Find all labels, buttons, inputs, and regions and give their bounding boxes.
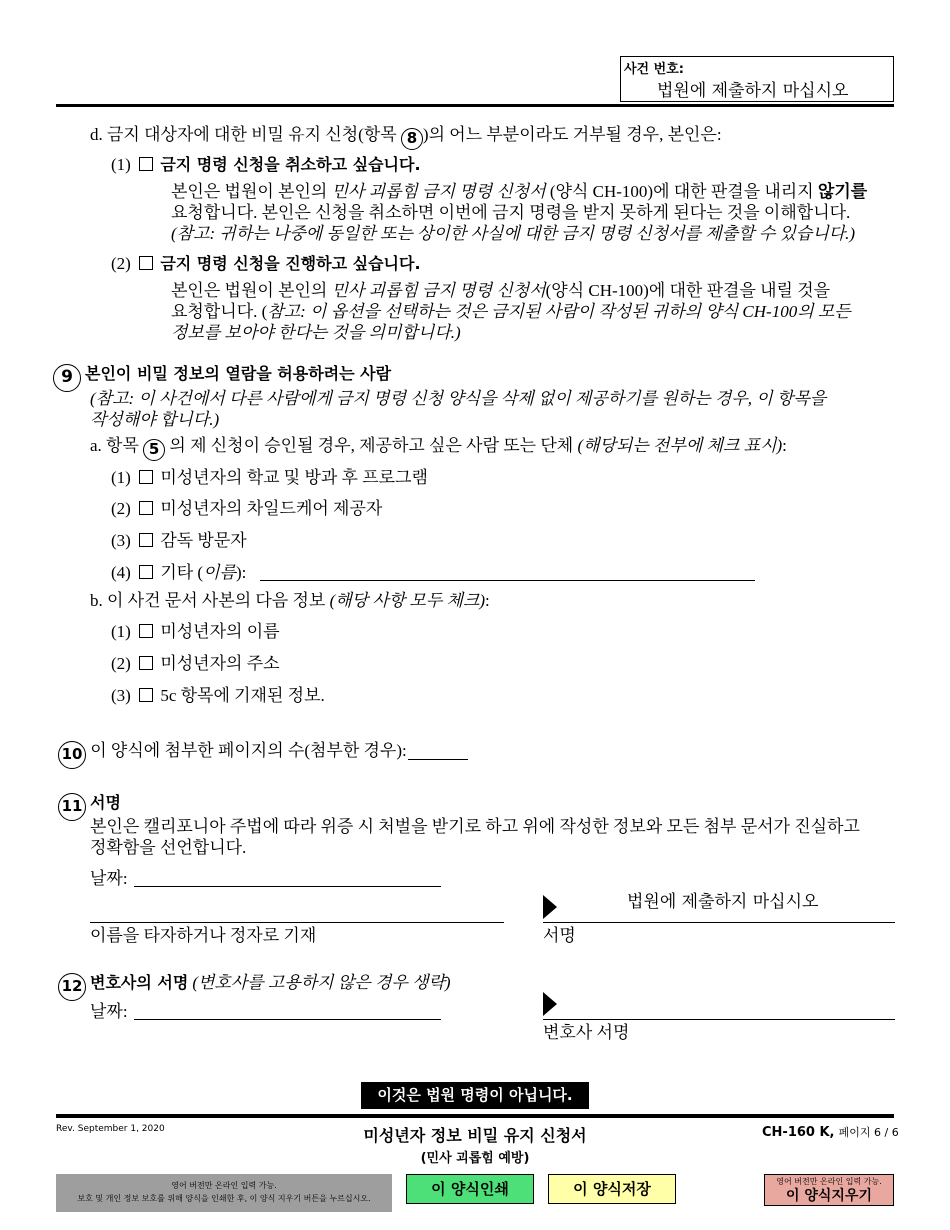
text-span: 민사 괴롭힘 금지 명령 신청서 [331, 182, 546, 201]
recipient-option [111, 530, 247, 551]
item-ref-8: 8 [401, 128, 423, 150]
option-proceed [111, 253, 421, 274]
option-num: (4) [111, 563, 131, 582]
section-9a-intro [90, 435, 787, 461]
text-span: (해당되는 전부에 체크 표시) [577, 436, 783, 455]
text-span: : [782, 436, 787, 455]
option-num: (3) [111, 686, 131, 705]
section-9-note-line1: (참고: 이 사건에서 다른 사람에게 금지 명령 신청 양식을 삭제 없이 제공하기를 원하는 경우, 이 항목을 [90, 389, 827, 408]
revision-date: Rev. September 1, 2020 [56, 1124, 165, 1134]
text-span: 민사 괴롭힘 금지 명령 신청서 [331, 281, 546, 300]
text-span: ): [235, 563, 247, 582]
attorney-signature-arrow-icon [543, 992, 557, 1016]
attorney-signature-caption: 변호사 서명 [543, 1023, 630, 1042]
signature-value: 법원에 제출하지 마십시오 [627, 892, 819, 912]
text-span: (양식 CH-100)에 대한 판결을 내릴 것을 [545, 281, 831, 300]
footer-rule [56, 1114, 894, 1118]
case-number-label: 사건 번호: [624, 62, 684, 77]
option-cancel [111, 154, 421, 175]
section-10 [58, 740, 407, 769]
section-12-title: 변호사의 서명 [90, 973, 189, 992]
text-span: (해당 사항 모두 체크) [329, 591, 486, 610]
section-12-number: 12 [58, 973, 86, 1001]
section-9-number: 9 [53, 364, 81, 392]
header-rule [56, 104, 894, 107]
option-num: (2) [111, 499, 131, 518]
option-proceed-line3: 정보를 보아야 한다는 것을 의미합니다.) [171, 323, 461, 342]
option-cancel-line3: (참고: 귀하는 나중에 동일한 또는 상이한 사실에 대한 금지 명령 신청서를 제출할 수 있습니다.) [171, 224, 856, 243]
section-12-note: (변호사를 고용하지 않은 경우 생략) [192, 973, 451, 992]
option-num: (3) [111, 531, 131, 550]
option-label: 미성년자의 이름 [160, 622, 280, 641]
option-cancel-line1 [171, 181, 867, 202]
info-checkbox[interactable] [139, 624, 153, 638]
info-option [111, 685, 325, 706]
declaration-line2: 정확함을 선언합니다. [90, 838, 247, 857]
option-proceed-title: 금지 명령 신청을 진행하고 싶습니다. [160, 254, 421, 273]
text-span: 참고: 이 옵션을 선택하는 것은 금지된 사람이 작성된 귀하의 양식 CH-100의 모든 [267, 302, 851, 321]
option-num: (1) [111, 468, 131, 487]
attorney-date-label: 날짜: [90, 1002, 128, 1021]
other-name-field[interactable] [260, 580, 755, 581]
text-span: 않기를 [817, 182, 868, 201]
form-id [762, 1124, 899, 1140]
print-form-button[interactable]: 이 양식인쇄 [406, 1174, 534, 1204]
recipient-checkbox[interactable] [139, 533, 153, 547]
option-label: 기타 ( [160, 563, 204, 582]
option-label: 5c 항목에 기재된 정보. [160, 686, 325, 705]
info-option [111, 653, 280, 674]
recipient-checkbox[interactable] [139, 470, 153, 484]
option-proceed-line2 [171, 301, 851, 322]
signature-arrow-icon [543, 895, 557, 919]
text-span: : [485, 591, 490, 610]
option-proceed-line1 [171, 280, 830, 301]
option-num: (1) [111, 622, 131, 641]
clear-button-label: 이 양식지우기 [785, 1188, 873, 1204]
section-10-number: 10 [58, 741, 86, 769]
attorney-signature-field[interactable] [543, 1019, 895, 1020]
text-span: 이름 [203, 563, 236, 582]
not-court-order-banner: 이것은 법원 명령이 아닙니다. [361, 1082, 589, 1109]
printed-name-caption: 이름을 타자하거나 정자로 기재 [90, 926, 317, 945]
recipient-checkbox[interactable] [139, 501, 153, 515]
info-checkbox[interactable] [139, 688, 153, 702]
gray-notice-line1: 영어 버전만 온라인 입력 가능. [171, 1181, 277, 1190]
section-12-header [58, 968, 451, 1001]
item-ref-5: 5 [143, 439, 165, 461]
option-num: (2) [111, 654, 131, 673]
attorney-date-field[interactable] [134, 1019, 441, 1020]
date-field[interactable] [134, 886, 441, 887]
clear-note: 영어 버전만 온라인 입력 가능. [776, 1177, 882, 1186]
text-span: 본인은 법원이 본인의 [171, 182, 332, 201]
section-10-text: 이 양식에 첨부한 페이지의 수(첨부한 경우): [90, 741, 407, 760]
text-span: b. 이 사건 문서 사본의 다음 정보 [90, 591, 330, 610]
option-proceed-num: (2) [111, 254, 131, 273]
option-cancel-checkbox[interactable] [139, 157, 153, 171]
text-span: 요청합니다. ( [171, 302, 268, 321]
signature-field[interactable] [543, 922, 895, 923]
info-checkbox[interactable] [139, 656, 153, 670]
form-subtitle: (민사 괴롭힘 예방) [420, 1151, 530, 1166]
option-label: 미성년자의 학교 및 방과 후 프로그램 [160, 468, 428, 487]
form-title: 미성년자 정보 비밀 유지 신청서 [363, 1126, 587, 1145]
recipient-option [111, 498, 382, 519]
option-proceed-checkbox[interactable] [139, 256, 153, 270]
recipient-option-other [111, 562, 246, 583]
option-cancel-num: (1) [111, 155, 131, 174]
save-form-button[interactable]: 이 양식저장 [548, 1174, 676, 1204]
info-option [111, 621, 280, 642]
option-label: 감독 방문자 [160, 531, 247, 550]
date-label: 날짜: [90, 869, 128, 888]
option-label: 미성년자의 주소 [160, 654, 280, 673]
option-label: 미성년자의 차일드케어 제공자 [160, 499, 383, 518]
gray-notice-line2: 보호 및 개인 정보 보호를 위해 양식을 인쇄한 후, 이 양식 지우기 버튼을 누르십시오. [77, 1194, 371, 1203]
section-11-title: 서명 [90, 793, 121, 812]
section-d-text-suffix: )의 어느 부분이라도 거부될 경우, 본인은: [422, 125, 722, 144]
declaration-line1: 본인은 캘리포니아 주법에 따라 위증 시 처벌을 받기로 하고 위에 작성한 정보와 모든 첨부 문서가 진실하고 [90, 817, 860, 836]
section-9-note-line2: 작성해야 합니다.) [90, 410, 220, 429]
attached-pages-field[interactable] [408, 759, 468, 760]
section-9b-intro [90, 590, 490, 611]
text-span: (양식 CH-100)에 대한 판결을 내리지 [545, 182, 818, 201]
clear-form-button[interactable] [764, 1174, 894, 1206]
section-d-text-prefix: d. 금지 대상자에 대한 비밀 유지 신청(항목 [90, 125, 401, 144]
option-cancel-line2: 요청합니다. 본인은 신청을 취소하면 이번에 금지 명령을 받지 못하게 된다는 것을 이해합니다. [171, 203, 851, 222]
text-span: 본인은 법원이 본인의 [171, 281, 332, 300]
case-number-box[interactable] [620, 56, 894, 102]
recipient-option [111, 467, 428, 488]
case-number-value: 법원에 제출하지 마십시오 [657, 81, 849, 101]
gray-notice [56, 1174, 392, 1212]
recipient-checkbox[interactable] [139, 565, 153, 579]
option-cancel-title: 금지 명령 신청을 취소하고 싶습니다. [160, 155, 421, 174]
text-span: a. 항목 [90, 436, 144, 455]
form-id-code: CH-160 K, [762, 1125, 835, 1140]
section-9-title: 본인이 비밀 정보의 열람을 허용하려는 사람 [85, 364, 392, 383]
printed-name-field[interactable] [90, 922, 504, 923]
section-d-intro [90, 124, 722, 150]
text-span: 의 제 신청이 승인될 경우, 제공하고 싶은 사람 또는 단체 [165, 436, 578, 455]
section-11-number: 11 [58, 793, 86, 821]
page-number: 페이지 6 / 6 [838, 1126, 899, 1139]
signature-caption: 서명 [543, 926, 576, 945]
